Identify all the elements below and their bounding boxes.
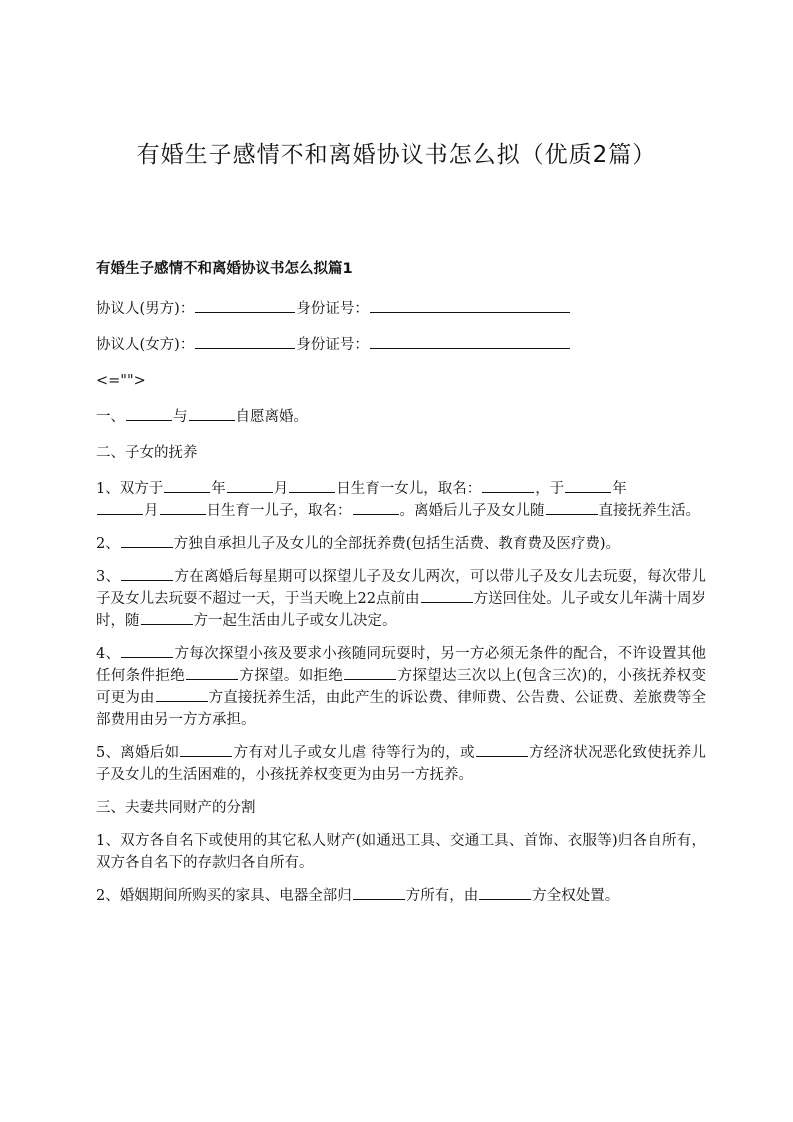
- blank-field: [476, 742, 528, 757]
- blank-field: [156, 687, 208, 702]
- blank-field: [482, 478, 534, 493]
- clause-text: 方经济状况恶化致使抚养儿子及女儿的生活困难的，小孩抚养权变更为由另一方抚养。: [96, 745, 706, 783]
- clause-text: 方探望。如拒绝: [239, 668, 344, 684]
- clause-text: 自愿离婚。: [235, 409, 308, 425]
- clause-text: 日生育一儿子，取名：: [206, 503, 352, 519]
- clause-text: ，于: [535, 481, 565, 497]
- clause-text: 年: [211, 481, 226, 497]
- blank-field: [421, 588, 473, 603]
- clause-2-5: [96, 742, 706, 786]
- clause-3-2: [96, 885, 706, 907]
- party-male-id-blank: [370, 298, 570, 313]
- clause-text: 方送回住处。儿子或女儿年满十周岁时，随: [96, 591, 707, 629]
- clause-text: 方直接抚养生活，由此产生的诉讼费、律师费、公告费、公证费、差旅费等全部费用由另一方方承担。: [96, 690, 707, 728]
- party-female-label: 协议人(女方)：: [96, 337, 195, 353]
- blank-field: [189, 406, 235, 421]
- clause-3-1: 1、双方各自名下或使用的其它私人财产(如通迅工具、交通工具、首饰、衣服等)归各自所有，双方各自名下的存款归各自所有。: [96, 833, 706, 871]
- clause-text: 与: [173, 409, 188, 425]
- blank-field: [164, 478, 210, 493]
- party-female-id-label: 身份证号：: [296, 337, 369, 353]
- blank-field: [353, 500, 399, 515]
- blank-field: [121, 566, 173, 581]
- clause-text: 3、: [96, 569, 121, 585]
- blank-field: [180, 742, 232, 757]
- document-title: 有婚生子感情不和离婚协议书怎么拟（优质2篇）: [136, 142, 657, 168]
- clause-text: 日生育一女儿，取名：: [336, 481, 482, 497]
- clause-text: 方探望达三次以上(包含三次)的，小孩抚养权变可更为由: [96, 668, 707, 706]
- blank-field: [121, 533, 173, 548]
- blank-field: [289, 478, 335, 493]
- clause-2-1: [96, 478, 706, 522]
- clause-2-2: [96, 533, 706, 555]
- clause-text: 4、: [96, 646, 121, 662]
- clause-text: 方全权处置。: [532, 888, 620, 904]
- blank-field: [126, 406, 172, 421]
- clause-2-3: [96, 566, 706, 632]
- blank-field: [479, 885, 531, 900]
- section-title: 有婚生子感情不和离婚协议书怎么拟篇1: [96, 261, 353, 277]
- party-male-line: [96, 298, 706, 320]
- document-body: [96, 258, 706, 918]
- blank-field: [353, 885, 405, 900]
- clause-text: 方在离婚后每星期可以探望儿子及女儿两次，可以带儿子及女儿去玩耍，每次带儿子及女儿去玩耍不超过一天，于当天晚上22点前由: [96, 569, 706, 607]
- clause-text: 方所有，由: [405, 888, 479, 904]
- party-female-line: [96, 334, 706, 356]
- heading-children: 二、子女的抚养: [96, 445, 198, 461]
- clause-text: 月: [273, 481, 289, 497]
- party-male-label: 协议人(男方)：: [96, 301, 195, 317]
- blank-field: [344, 665, 396, 680]
- blank-field: [227, 478, 273, 493]
- party-female-name-blank: [195, 334, 295, 349]
- clause-text: 一、: [96, 409, 125, 425]
- party-female-id-blank: [370, 334, 570, 349]
- clause-1: [96, 406, 706, 428]
- clause-text: 。离婚后儿子及女儿随: [399, 503, 545, 519]
- clause-text: 年: [612, 481, 627, 497]
- clause-text: 方一起生活由儿子或女儿决定。: [193, 613, 397, 629]
- clause-text: 方独自承担儿子及女儿的全部抚养费(包括生活费、教育费及医疗费)。: [173, 536, 621, 552]
- clause-text: 月: [144, 503, 159, 519]
- blank-field: [565, 478, 611, 493]
- blank-field: [141, 610, 193, 625]
- clause-2-4: [96, 643, 706, 731]
- clause-text: 方每次探望小孩及要求小孩随同玩耍时，另一方必须无条件的配合，不许设置其他任何条件拒绝: [96, 646, 706, 684]
- blank-field: [160, 500, 206, 515]
- blank-field: [186, 665, 238, 680]
- party-male-id-label: 身份证号：: [296, 301, 369, 317]
- clause-text: 2、: [96, 536, 120, 552]
- blank-field: [97, 500, 143, 515]
- heading-property: 三、夫妻共同财产的分割: [96, 800, 256, 816]
- blank-field: [546, 500, 598, 515]
- misc-line: <="">: [96, 373, 146, 389]
- clause-text: 直接抚养生活。: [598, 503, 700, 519]
- clause-text: 2、婚姻期间所购买的家具、电器全部归: [96, 888, 352, 904]
- blank-field: [121, 643, 173, 658]
- clause-text: 1、双方于: [96, 481, 164, 497]
- party-male-name-blank: [195, 298, 295, 313]
- clause-text: 5、离婚后如: [96, 745, 180, 761]
- clause-text: 方有对儿子或女儿虐 待等行为的，或: [233, 745, 475, 761]
